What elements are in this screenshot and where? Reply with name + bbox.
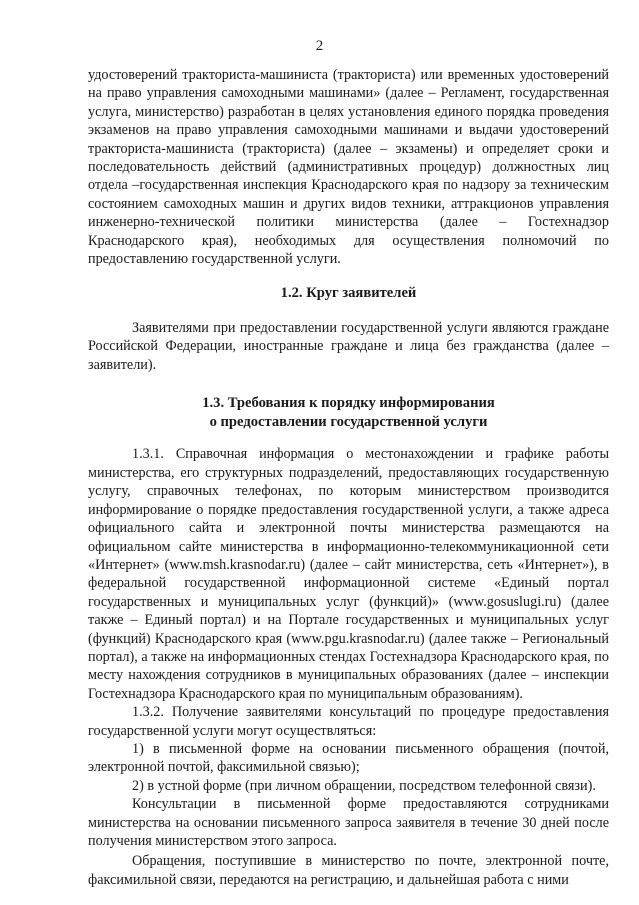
paragraph-1-3-2: 1.3.2. Получение заявителями консультаций по процедуре предоставления государственной услуги могут осуществляться: <box>88 704 609 739</box>
list-item-written: 1) в письменной форме на основании письменного обращения (почтой, электронной почтой, факсимильной связью); <box>88 740 609 776</box>
paragraph-1-3-1: 1.3.1. Справочная информация о местонахождении и графике работы министерства, его структурных подразделений, предоставляющих государственную услугу, справочных телефонах, по которым министерством производится информирование о порядке предоставления государственной услуги, а также адреса официального сайта и электронной почты министерства размещаются на официальном сайте министерства в информационно-телекоммуникационной сети «Интернет» (www.msh.krasnodar.ru) (далее – сайт министерства, сеть «Интернет»), в федеральной государственной информационной системе «Единый портал государственных и муниципальных услуг (функций)» (www.gosuslugi.ru) (далее также – Единый портал) и на Портале государственных и муниципальных услуг (функций) Краснодарского края (www.pgu.krasnodar.ru) (далее также – Региональный портал), а также на информационных стендах Гостехнадзора Краснодарского края, по месту нахождения сотрудников в муниципальных образованиях (далее – инспекции Гостехнадзора Краснодарского края по муниципальным образованиям). <box>88 446 609 702</box>
paragraph-appeals: Обращения, поступившие в министерство по почте, электронной почте, факсимильной связи, передаются на регистрацию, и дальнейшая работа с ними <box>88 853 609 888</box>
page-number: 2 <box>315 38 324 54</box>
intro-paragraph: удостоверений тракториста-машиниста (тракториста) или временных удостоверений на право управления самоходными машинами» (далее – Регламент, государственная услуга, министерство) разработан в целях установления единого порядка проведения экзаменов на право управления самоходными машинами и выдачи удостоверений тракториста-машиниста (тракториста) (далее – экзамены) и определяет сроки и последовательность действий (административных процедур) должностных лиц отдела –государственная инспекция Краснодарского края по надзору за техническим состоянием самоходных машин и других видов техники, аттракционов управления инженерно-технической политики министерства (далее – Гостехнадзор Краснодарского края), необходимых для осуществления полномочий по предоставлению государственной услуги. <box>88 67 609 268</box>
section-1-3-heading-line2: о предоставлении государственной услуги <box>209 413 488 430</box>
list-item-oral: 2) в устной форме (при личном обращении, посредством телефонной связи). <box>132 777 596 794</box>
applicants-paragraph: Заявителями при предоставлении государственной услуги являются граждане Российской Федерации, иностранные граждане и лица без гражданства (далее – заявители). <box>88 320 609 373</box>
section-1-2-heading: 1.2. Круг заявителей <box>280 285 417 302</box>
paragraph-written-consultations: Консультации в письменной форме предоставляются сотрудниками министерства на основании письменного запроса заявителя в течение 30 дней после получения министерством этого запроса. <box>88 796 609 849</box>
section-1-3-heading-line1: 1.3. Требования к порядку информирования <box>202 395 495 412</box>
